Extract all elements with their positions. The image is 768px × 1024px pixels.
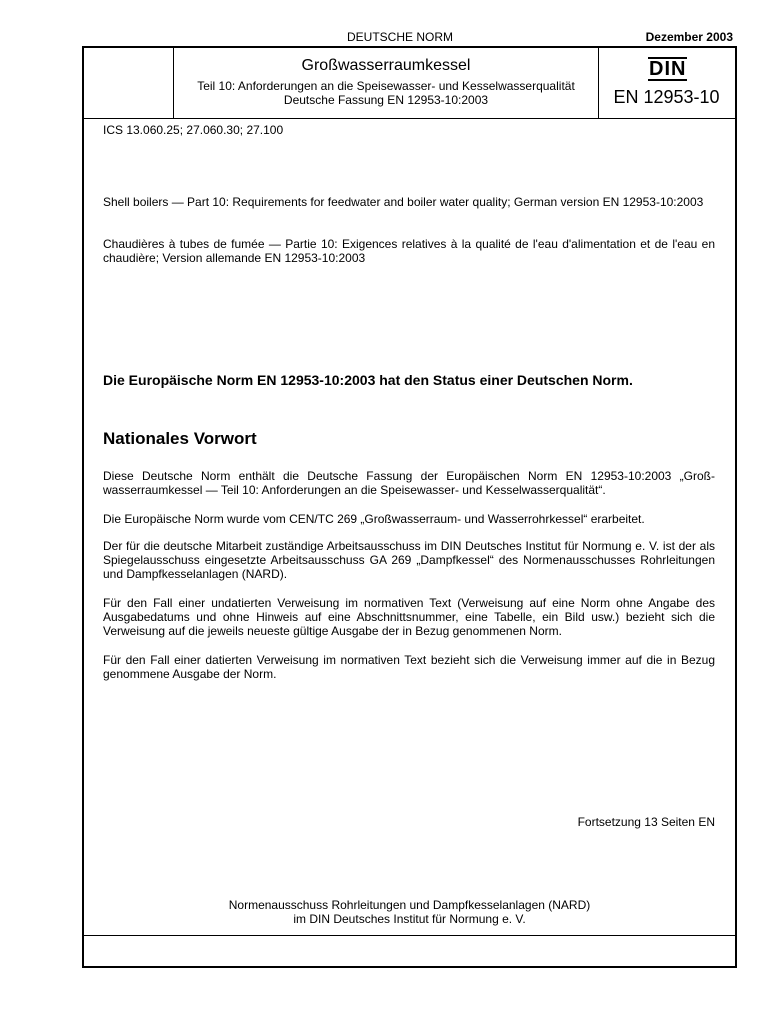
subtitle-line-1: Teil 10: Anforderungen an die Speisewasser- und Kesselwasserqualität	[197, 79, 575, 93]
english-title: Shell boilers — Part 10: Requirements for feedwater and boiler water quality; German version EN 12953-10:2003	[103, 195, 704, 209]
foreword-heading: Nationales Vorwort	[103, 429, 257, 448]
publisher-line-2: im DIN Deutsches Institut für Normung e. V.	[293, 912, 526, 926]
foreword-paragraph: Der für die deutsche Mitarbeit zuständige Arbeitsausschuss im DIN Deutsches Institut für Normung e. V. ist der als Spiegelausschuss eingesetzte Arbeitsausschuss GA 269 „Dampfkessel“ des Normenausschusses Rohrleitungen und Dampfkesselanlagen (NARD).	[103, 539, 715, 581]
document-title: Großwasserraumkessel	[301, 57, 471, 74]
french-title: Chaudières à tubes de fumée — Partie 10: Exigences relatives à la qualité de l'eau d'alimentation et de l'eau en chaudière; Version allemande EN 12953-10:2003	[103, 237, 715, 265]
document-subtitle	[174, 79, 598, 107]
foreword-paragraph: Für den Fall einer datierten Verweisung im normativen Text bezieht sich die Verweisung immer auf die in Bezug genommene Ausgabe der Norm.	[103, 653, 715, 681]
page-frame	[82, 46, 737, 968]
document-type-label: DEUTSCHE NORM	[346, 30, 453, 44]
continuation-note: Fortsetzung 13 Seiten EN	[577, 815, 715, 829]
status-statement: Die Europäische Norm EN 12953-10:2003 hat den Status einer Deutschen Norm.	[103, 372, 633, 388]
standard-number: EN 12953-10	[613, 87, 720, 107]
publisher-line-1: Normenausschuss Rohrleitungen und Dampfkesselanlagen (NARD)	[228, 898, 591, 912]
foreword-paragraph: Für den Fall einer undatierten Verweisung im normativen Text (Verweisung auf eine Norm ohne Angabe des Ausgabedatums und ohne Hinweis auf eine Abschnittsnummer, eine Tabelle, ein Bild usw.) bezieht sich die Verweisung auf die jeweils neueste gültige Ausgabe der in Bezug genommenen Norm.	[103, 596, 715, 638]
footer-rule	[84, 935, 735, 936]
subtitle-line-2: Deutsche Fassung EN 12953-10:2003	[283, 93, 489, 107]
header-bottom-rule	[84, 118, 735, 119]
foreword-paragraph: Die Europäische Norm wurde vom CEN/TC 269 „Großwasserraum- und Wasserrohrkessel“ erarbeitet.	[103, 512, 645, 526]
din-logo: DIN	[649, 58, 687, 80]
foreword-paragraph: Diese Deutsche Norm enthält die Deutsche Fassung der Europäischen Norm EN 12953-10:2003 „Großwasserraumkessel — Teil 10: Anforderungen an die Speisewasser- und Kesselwasserqualität“.	[103, 469, 715, 497]
publication-date: Dezember 2003	[645, 30, 733, 44]
header-divider-right	[598, 46, 599, 118]
ics-codes: ICS 13.060.25; 27.060.30; 27.100	[103, 123, 284, 137]
publisher-block	[84, 898, 735, 926]
